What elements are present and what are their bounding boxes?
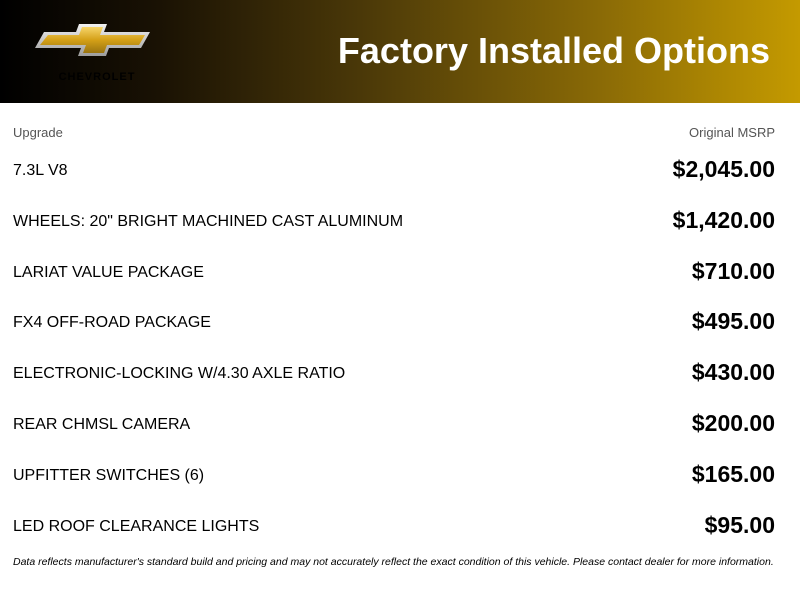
option-price: $1,420.00 bbox=[672, 206, 775, 233]
page-title: Factory Installed Options bbox=[337, 30, 770, 71]
column-header-msrp: Original MSRP bbox=[689, 125, 775, 140]
option-row bbox=[13, 201, 775, 252]
option-row bbox=[13, 150, 775, 201]
option-price: $495.00 bbox=[691, 308, 775, 335]
disclaimer-text: Data reflects manufacturer's standard build and pricing and may not accurately reflect the exact condition of this vehicle. Please contact dealer for more information. bbox=[13, 556, 774, 568]
option-name: LED ROOF CLEARANCE LIGHTS bbox=[13, 517, 260, 535]
option-row bbox=[13, 455, 775, 506]
logo-wordmark: CHEVROLET bbox=[58, 71, 136, 83]
option-row bbox=[13, 353, 775, 404]
option-price: $430.00 bbox=[691, 359, 775, 386]
option-price: $95.00 bbox=[704, 511, 775, 538]
column-header-upgrade: Upgrade bbox=[13, 125, 63, 140]
option-name: WHEELS: 20" BRIGHT MACHINED CAST ALUMINUM bbox=[13, 212, 404, 230]
option-name: REAR CHMSL CAMERA bbox=[13, 415, 191, 433]
option-name: FX4 OFF-ROAD PACKAGE bbox=[13, 314, 211, 332]
chevrolet-bowtie-logo bbox=[30, 22, 155, 88]
option-name: LARIAT VALUE PACKAGE bbox=[13, 263, 204, 281]
option-row bbox=[13, 404, 775, 455]
option-price: $165.00 bbox=[691, 460, 775, 487]
option-name: ELECTRONIC-LOCKING W/4.30 AXLE RATIO bbox=[13, 365, 346, 383]
option-name: UPFITTER SWITCHES (6) bbox=[13, 466, 205, 484]
option-price: $2,045.00 bbox=[672, 156, 775, 182]
option-price: $710.00 bbox=[691, 257, 775, 284]
option-row bbox=[13, 302, 775, 353]
column-headers bbox=[13, 125, 775, 143]
header-banner bbox=[0, 0, 800, 103]
options-list bbox=[13, 150, 775, 556]
option-name: 7.3L V8 bbox=[13, 162, 68, 179]
option-row bbox=[13, 506, 775, 557]
option-row bbox=[13, 252, 775, 303]
option-price: $200.00 bbox=[691, 409, 775, 436]
